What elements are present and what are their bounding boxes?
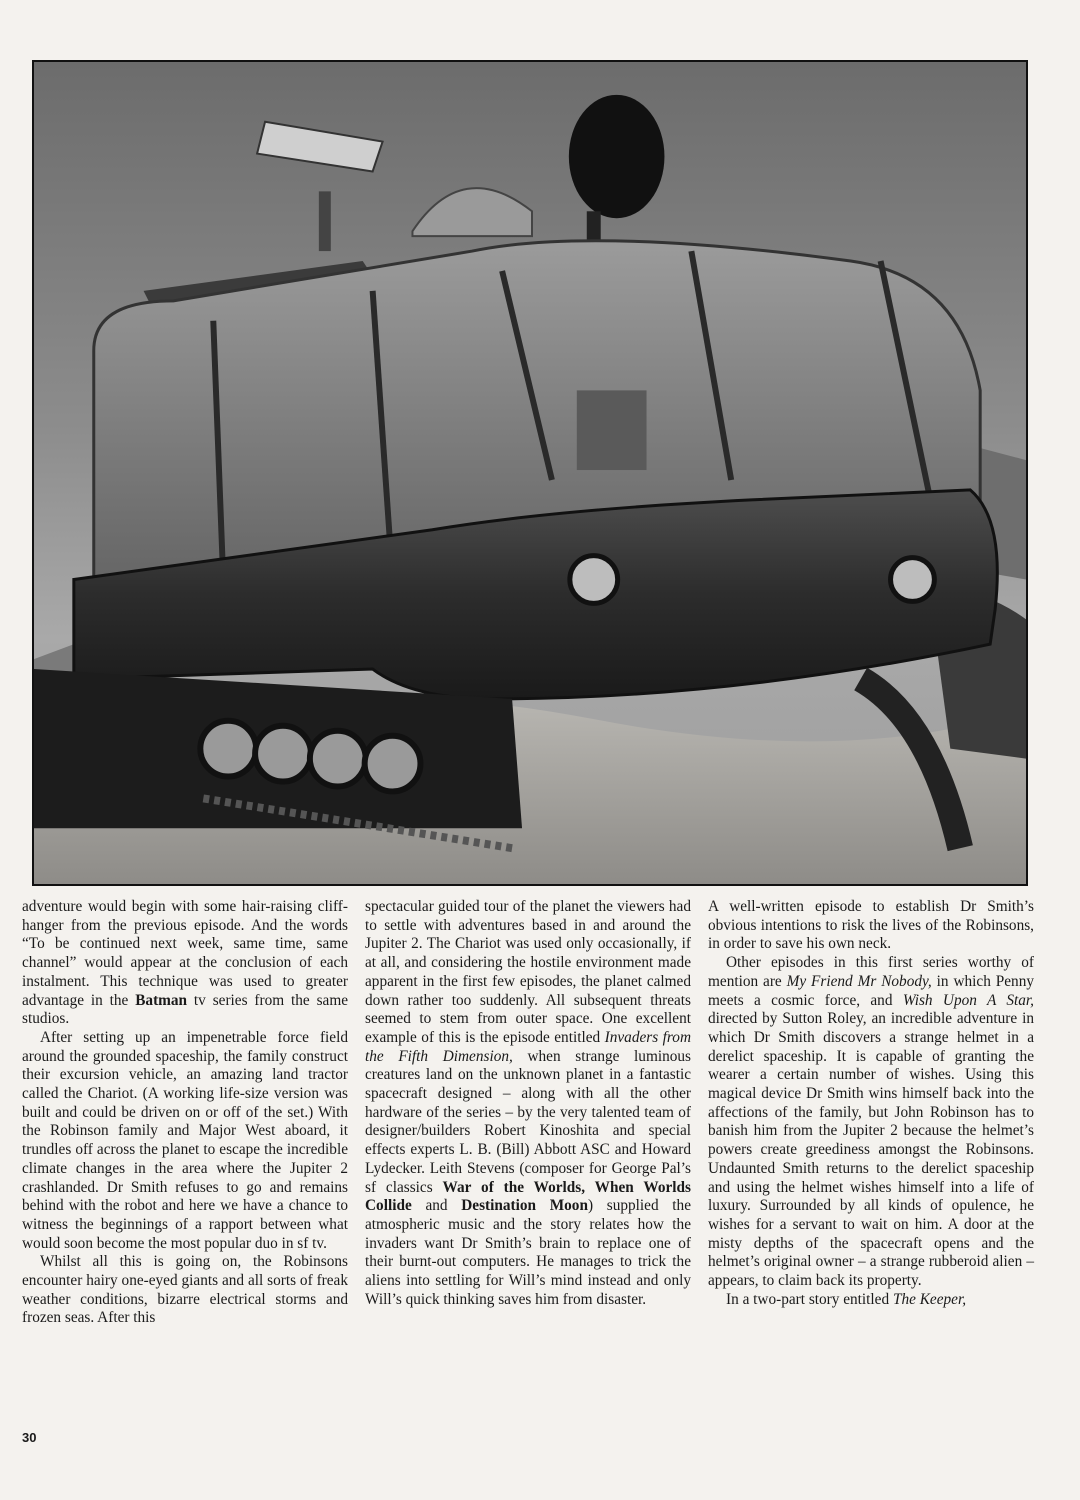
article-paragraph — [22, 898, 348, 1029]
article-column-1 — [22, 898, 348, 1388]
text-run: and — [411, 1197, 462, 1215]
page-number: 30 — [22, 1430, 37, 1445]
article-paragraph — [365, 898, 691, 1309]
bold-title: Batman — [135, 991, 188, 1009]
bold-title: War of the Worlds, When Worlds Collide — [365, 1178, 691, 1215]
article-paragraph — [22, 1029, 348, 1253]
episode-title: Wish Upon A Star, — [902, 991, 1035, 1009]
text-run: ) supplied the atmospheric music and the story relates how the invaders want Dr Smith’s brain to replace one of their burnt-out computers. He manages to trick the aliens into settling for Will’s mind instead and only Will’s quick thinking saves him from disaster. — [365, 1197, 691, 1308]
text-run: directed by Sutton Roley, an incredible adventure in which Dr Smith discovers a strange helmet in a derelict spaceship. It is capable of granting the wearer a certain number of wishes. Using this magical device Dr Smith wins himself back into the affections of the family, but John Robinson has to banish him from the Jupiter 2 because the helmet’s powers create greediness amongst the Robinsons. Undaunted Smith returns to the derelict spaceship and using the helmet wishes himself into a life of luxury. Surrounded by all kinds of opulence, he wishes for a servant to wait on him. A door at the misty depths of the spacecraft opens and the helmet’s original owner – a strange rubberoid alien – appears, to claim back its property. — [708, 1010, 1034, 1290]
text-run: spectacular guided tour of the planet the viewers had to settle with adventures based in and around the Jupiter 2. The Chariot was used only occasionally, if at all, and considering the hostile environment made apparent in the first few episodes, the planet calmed down rather too suddenly. All subsequent threats seemed to stem from outer space. One excellent example of this is the episode entitled — [365, 898, 691, 1046]
chariot-photo-icon — [34, 62, 1026, 884]
bold-title: Destination Moon — [461, 1197, 588, 1215]
article-paragraph — [708, 954, 1034, 1291]
text-run: in which Penny meets a cosmic force, and — [708, 972, 1034, 1009]
text-run: when strange luminous creatures land on the unknown planet in a fantastic spacecraft designed – along with all the other hardware of the series – by the very talented team of designer/builders Robert Kinoshita and special effects experts L. B. (Bill) Abbott ASC and Howard Lydecker. Leith Stevens (composer for George Pal’s sf classics — [365, 1047, 691, 1196]
text-run: After setting up an impenetrable force field around the grounded spaceship, the family construct their excursion vehicle, an amazing land tractor called the Chariot. (A working life-size version was built and could be driven on or off of the set.) With the Robinson family and Major West aboard, it trundles off across the planet to escape the incredible climate changes in the area where the Jupiter 2 crashlanded. Dr Smith refuses to go and remains behind with the robot and here we have a chance to witness the beginnings of a rapport between what would soon become the most popular duo in sf tv. — [22, 1028, 348, 1252]
text-run: adventure would begin with some hair-raising cliff-hanger from the previous episode. And the words “To be continued next week, same time, same channel” would appear at the conclusion of each instalment. This technique was used to greater advantage in the — [22, 898, 348, 1009]
text-run: In a two-part story entitled — [726, 1290, 893, 1308]
article-column-3 — [708, 898, 1034, 1388]
chariot-photo — [32, 60, 1028, 886]
episode-title: The Keeper, — [892, 1290, 967, 1308]
article-column-2 — [365, 898, 691, 1388]
article-paragraph — [22, 1253, 348, 1328]
text-run: A well-written episode to establish Dr Smith’s obvious intentions to risk the lives of the Robinsons, in order to save his own neck. — [708, 898, 1034, 953]
episode-title: Invaders from the Fifth Dimension, — [365, 1028, 691, 1065]
text-run: tv series from the same studios. — [22, 991, 349, 1028]
article-paragraph — [708, 1291, 1034, 1310]
article-columns — [22, 898, 1034, 1388]
text-run: Other episodes in this first series worthy of mention are — [708, 954, 1034, 990]
article-paragraph — [708, 898, 1034, 954]
episode-title: My Friend Mr Nobody, — [786, 972, 932, 990]
text-run: Whilst all this is going on, the Robinsons encounter hairy one-eyed giants and all sorts of freak weather conditions, bizarre electrical storms and frozen seas. After this — [22, 1253, 348, 1327]
